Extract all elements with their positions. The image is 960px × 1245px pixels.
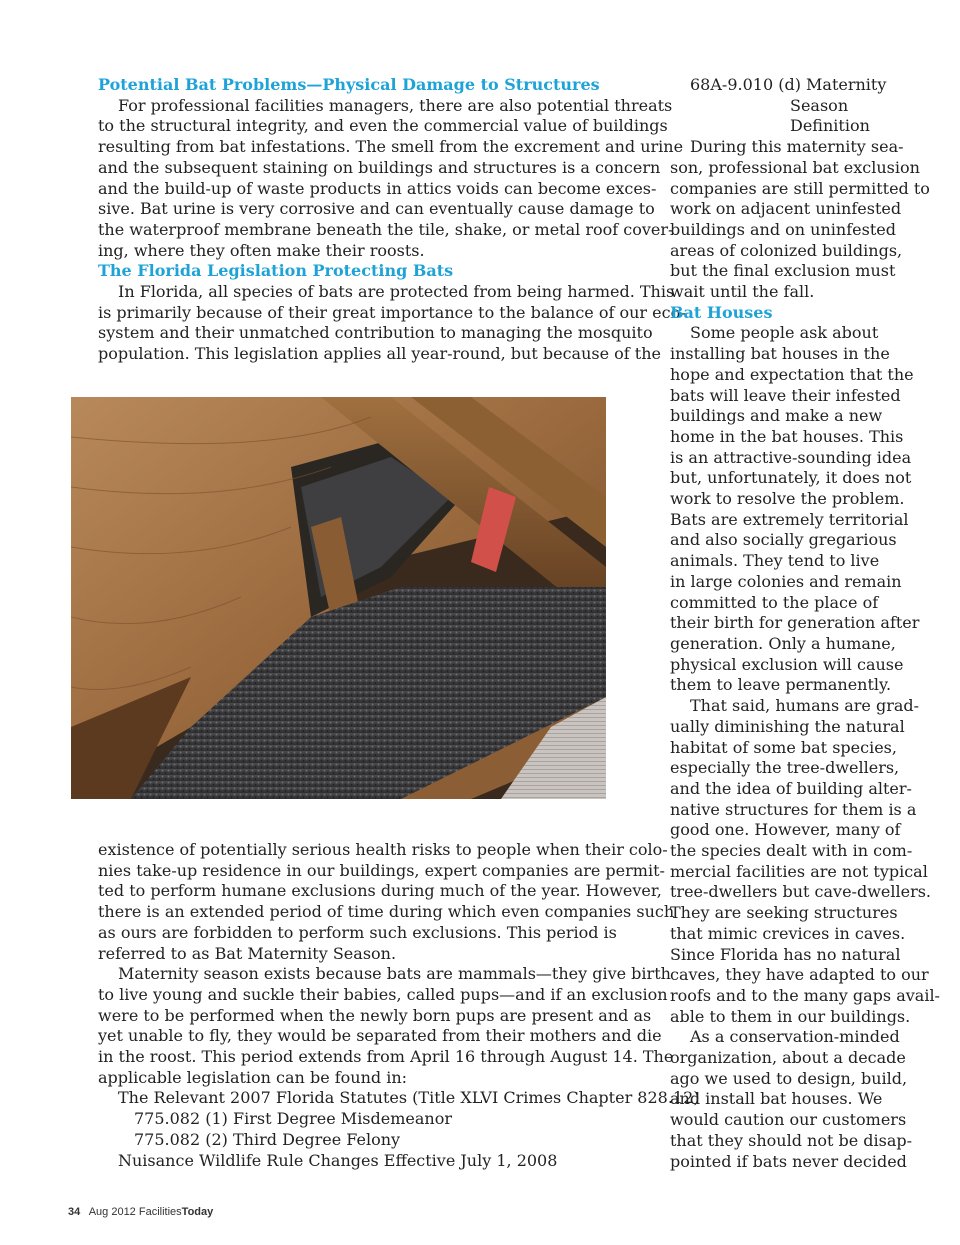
body-line: Some people ask about (690, 323, 879, 343)
body-line: That said, humans are grad- (690, 696, 920, 716)
body-line: existence of potentially serious health risks to people when their colo- (98, 840, 668, 859)
body-line: is an attractive-sounding idea (670, 447, 912, 467)
body-line: For professional facilities managers, there are also potential threats (118, 95, 673, 115)
page-number: 34 (68, 1206, 81, 1218)
body-line: and the build-up of waste products in attics voids can become exces- (98, 178, 657, 198)
body-line: companies are still permitted to (670, 178, 930, 198)
body-line: buildings and make a new (670, 406, 883, 426)
body-line: their birth for generation after (670, 613, 920, 633)
body-line: ually diminishing the natural (670, 716, 905, 736)
body-line: In Florida, all species of bats are protected from being harmed. This (118, 282, 675, 302)
body-line: and also socially gregarious (670, 530, 897, 550)
body-line: areas of colonized buildings, (670, 240, 903, 260)
body-line: resulting from bat infestations. The smell from the excrement and urine (98, 137, 684, 157)
rule-title: Nuisance Wildlife Rule Changes Effective July 1, 2008 (118, 1150, 558, 1170)
body-line: applicable legislation can be found in: (98, 1067, 408, 1087)
body-line: to the structural integrity, and even the commercial value of buildings (98, 116, 668, 136)
body-line: is primarily because of their great importance to the balance of our eco- (98, 302, 686, 322)
body-line: mercial facilities are not typical (670, 861, 928, 881)
body-line: able to them in our buildings. (670, 1006, 911, 1026)
body-line: but, unfortunately, it does not (670, 468, 912, 488)
rule-reference: 68A-9.010 (d) Maternity (690, 75, 887, 94)
body-line: nies take-up residence in our buildings, expert companies are permit- (98, 860, 665, 880)
body-line: in the roost. This period extends from April 16 through August 14. The (98, 1047, 674, 1067)
body-line: work on adjacent uninfested (670, 199, 902, 219)
body-line: the waterproof membrane beneath the tile, shake, or metal roof cover- (98, 219, 674, 239)
body-line: During this maternity sea- (690, 137, 904, 157)
heading-bat-houses: Bat Houses (670, 302, 773, 322)
body-line: there is an extended period of time during which even companies such (98, 902, 675, 922)
body-line: Since Florida has no natural (670, 944, 901, 964)
body-line: them to leave permanently. (670, 675, 892, 695)
body-line: tree-dwellers but cave-dwellers. (670, 882, 932, 902)
body-line: son, professional bat exclusion (670, 157, 920, 177)
body-line: and install bat houses. We (670, 1089, 883, 1109)
body-line: organization, about a decade (670, 1048, 906, 1068)
body-line: As a conservation-minded (690, 1027, 900, 1047)
left-column-top (98, 75, 686, 365)
body-line: system and their unmatched contribution to managing the mosquito (98, 323, 653, 343)
body-line: pointed if bats never decided (670, 1151, 907, 1171)
body-line: committed to the place of (670, 592, 879, 612)
body-line: in large colonies and remain (670, 571, 902, 591)
body-line: roofs and to the many gaps avail- (670, 985, 940, 1005)
body-line: physical exclusion will cause (670, 654, 904, 674)
right-column (670, 75, 940, 1172)
attic-bat-guano-photo (71, 397, 606, 799)
body-line: the species dealt with in com- (670, 841, 913, 861)
body-line: that they should not be disap- (670, 1130, 913, 1150)
rule-reference: Definition (790, 116, 870, 136)
body-line: that mimic crevices in caves. (670, 923, 906, 943)
body-line: and the subsequent staining on buildings and structures is a concern (98, 157, 661, 177)
body-line: and the idea of building alter- (670, 778, 912, 798)
page-footer (68, 1206, 213, 1218)
body-line: population. This legislation applies all year-round, but because of the (98, 344, 661, 364)
body-line: caves, they have adapted to our (670, 965, 929, 985)
body-line: animals. They tend to live (670, 551, 880, 571)
body-line: They are seeking structures (670, 903, 898, 923)
body-line: installing bat houses in the (670, 344, 890, 364)
body-line: would caution our customers (670, 1110, 907, 1130)
body-line: ing, where they often make their roosts. (98, 240, 425, 260)
brand-prefix: Facilities (138, 1206, 182, 1218)
body-line: yet unable to fly, they would be separated from their mothers and die (98, 1026, 662, 1046)
body-line: were to be performed when the newly born pups are present and as (98, 1005, 652, 1025)
heading-physical-damage: Potential Bat Problems—Physical Damage to Structures (98, 75, 600, 94)
body-line: good one. However, many of (670, 820, 901, 840)
body-line: Bats are extremely territorial (670, 509, 909, 529)
body-line: wait until the fall. (670, 282, 815, 302)
body-line: home in the bat houses. This (670, 426, 904, 446)
left-column-bottom (98, 840, 700, 1171)
heading-florida-legislation: The Florida Legislation Protecting Bats (98, 261, 454, 281)
body-line: habitat of some bat species, (670, 737, 897, 757)
statute-item: 775.082 (1) First Degree Misdemeanor (134, 1109, 452, 1129)
body-line: ago we used to design, build, (670, 1068, 908, 1088)
statutes-title: The Relevant 2007 Florida Statutes (Title XLVI Crimes Chapter 828.12) (118, 1088, 700, 1108)
statute-item: 775.082 (2) Third Degree Felony (134, 1129, 401, 1149)
body-line: but the final exclusion must (670, 261, 896, 281)
brand-suffix: Today (181, 1206, 214, 1218)
body-line: to live young and suckle their babies, called pups—and if an exclusion (98, 984, 668, 1004)
body-line: generation. Only a humane, (670, 633, 896, 653)
body-line: especially the tree-dwellers, (670, 758, 900, 778)
body-line: work to resolve the problem. (670, 489, 905, 509)
body-line: referred to as Bat Maternity Season. (98, 943, 397, 963)
body-line: as ours are forbidden to perform such exclusions. This period is (98, 922, 617, 942)
body-line: hope and expectation that the (670, 364, 914, 384)
body-line: buildings and on uninfested (670, 219, 896, 239)
body-line: native structures for them is a (670, 799, 917, 819)
body-line: sive. Bat urine is very corrosive and can eventually cause damage to (98, 199, 655, 219)
body-line: bats will leave their infested (670, 385, 901, 405)
body-line: Maternity season exists because bats are mammals—they give birth (118, 964, 671, 984)
issue-date: Aug 2012 (88, 1206, 136, 1218)
magazine-brand (139, 1206, 213, 1218)
body-line: ted to perform humane exclusions during much of the year. However, (98, 881, 662, 901)
rule-reference: Season (790, 95, 849, 115)
